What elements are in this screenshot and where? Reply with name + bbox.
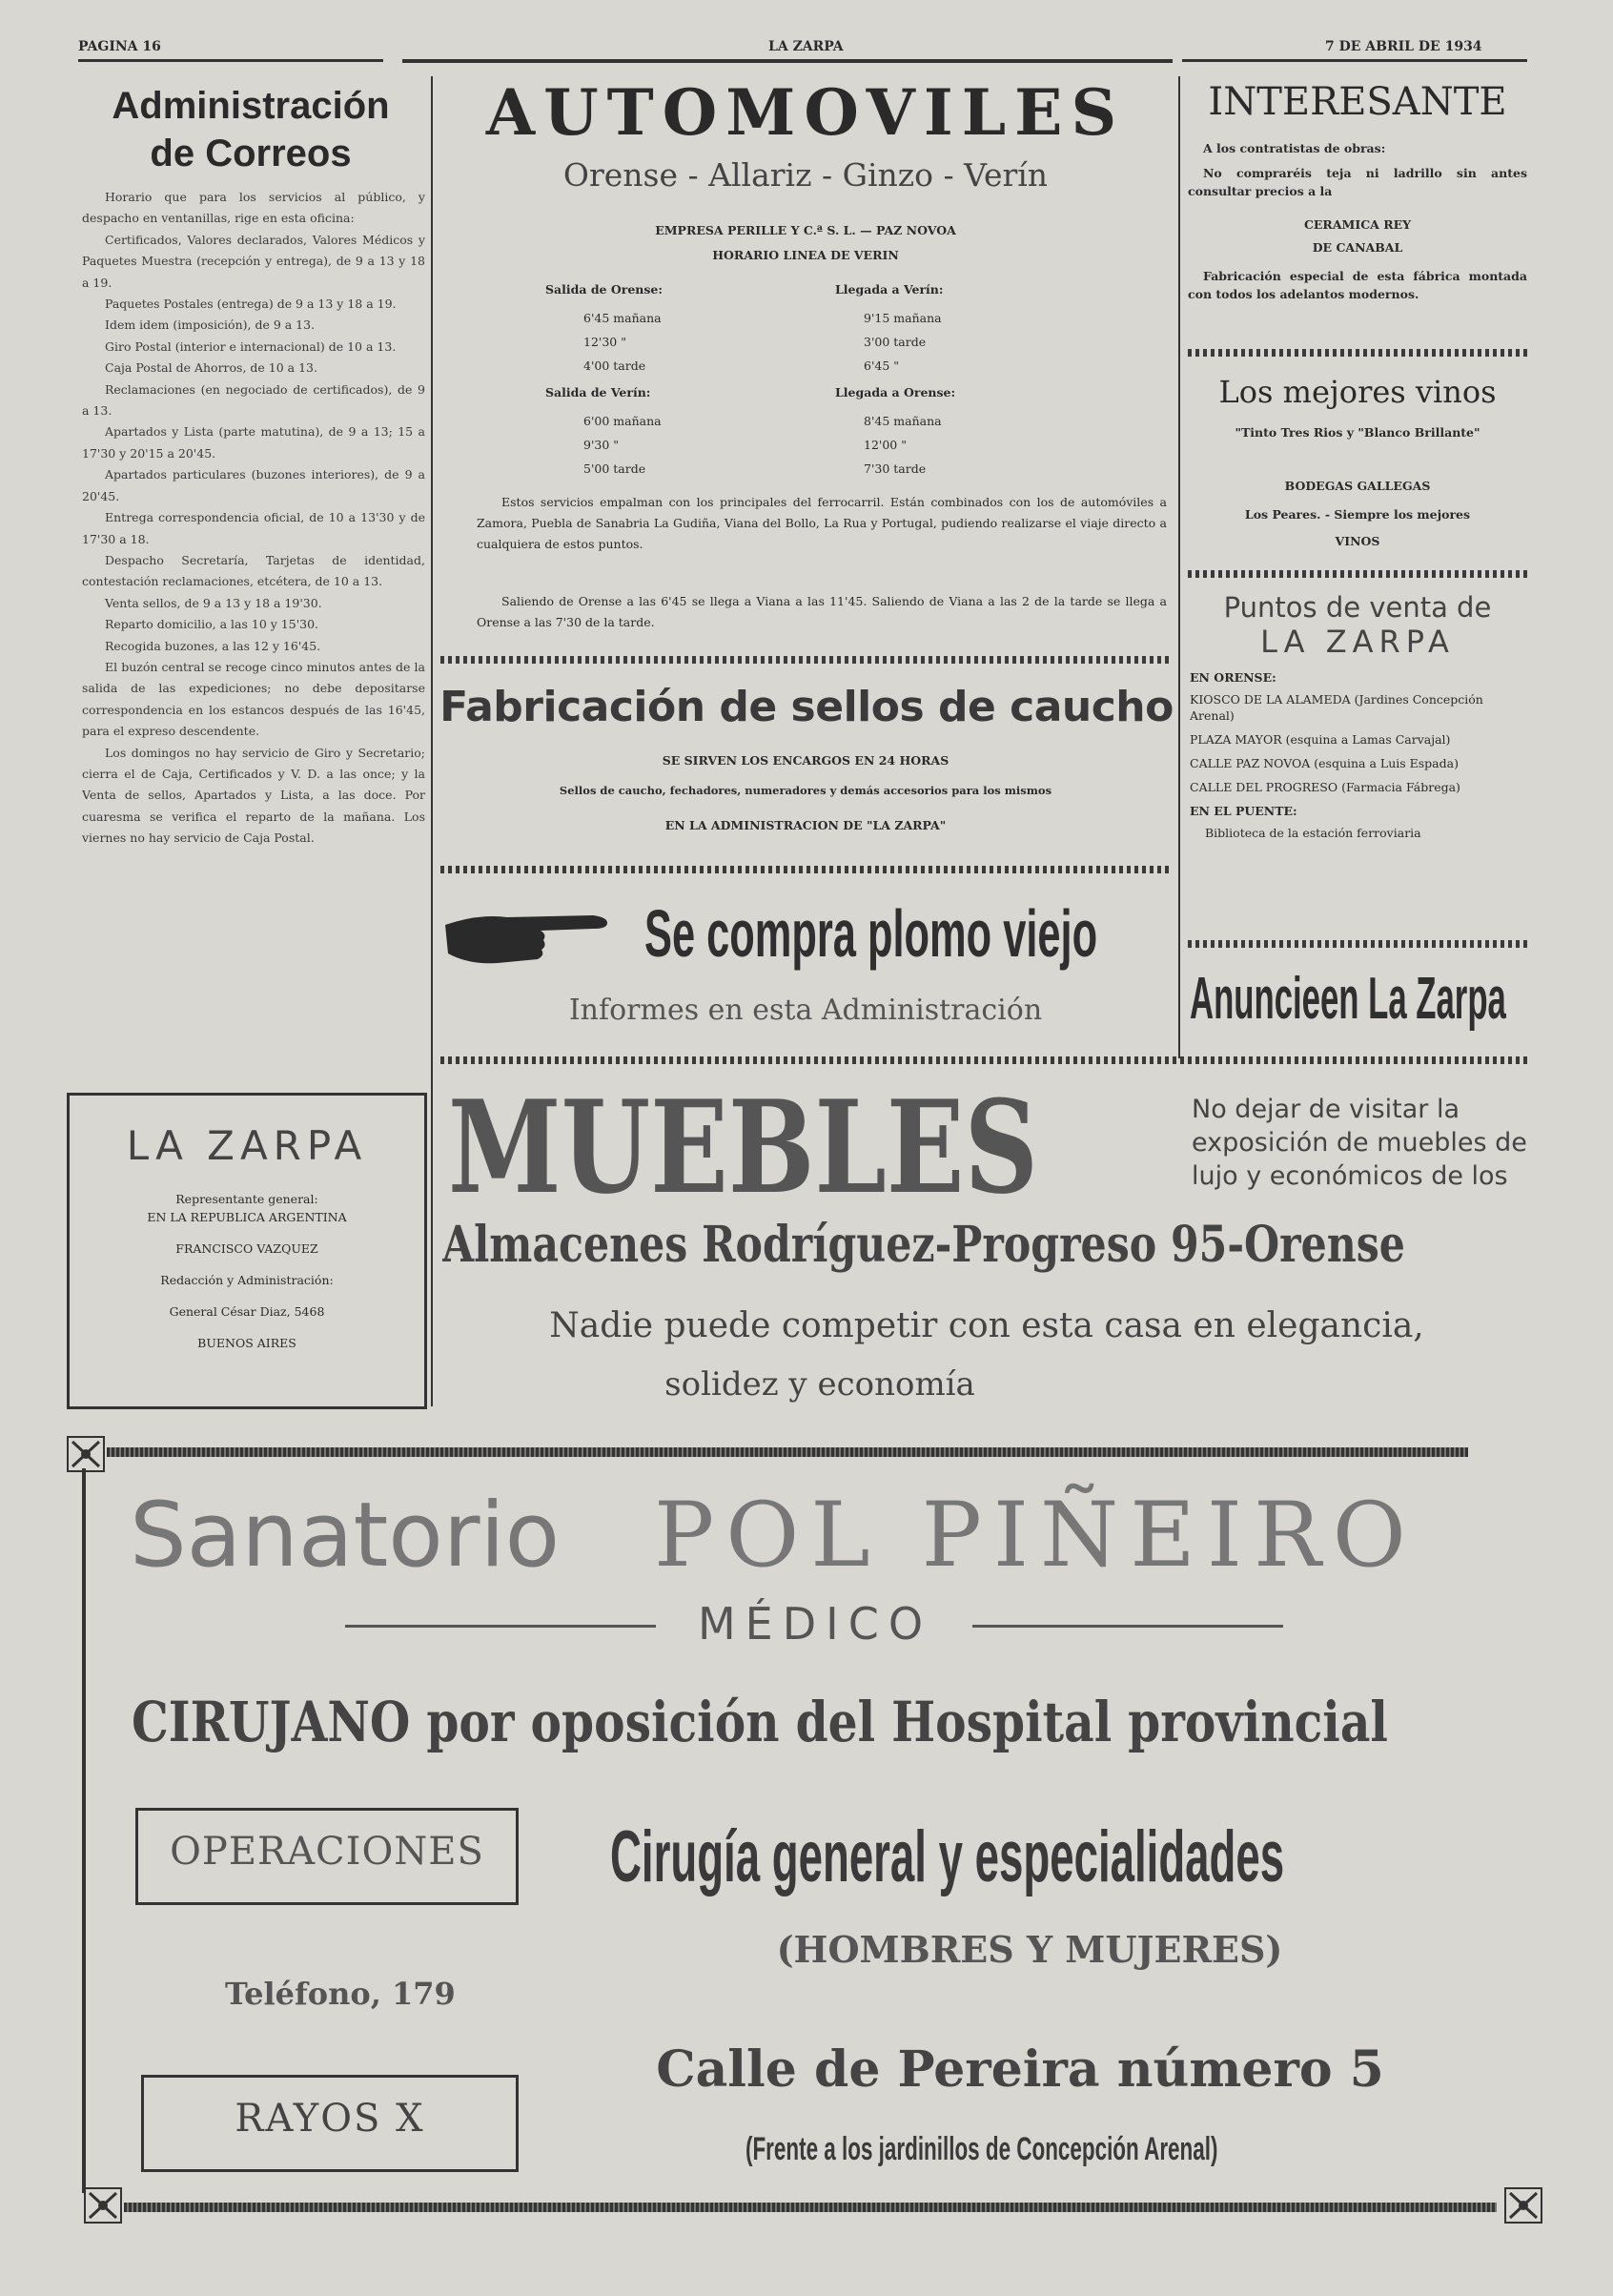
horario-row: 6'00 mañana (583, 414, 662, 428)
lazarpa-box-title: LA ZARPA (126, 1122, 368, 1169)
sanatorio-calle: Calle de Pereira número 5 (656, 2040, 1384, 2099)
puntos-item: CALLE PAZ NOVOA (esquina a Luis Espada) (1190, 756, 1459, 770)
sellos-title: Fabricación de sellos de caucho (439, 683, 1174, 731)
issue-date: 7 DE ABRIL DE 1934 (1325, 39, 1482, 54)
correos-paragraph: Los domingos no hay servicio de Giro y Secretario; cierra el de Caja, Certificados y V. D. a las once; y la Venta de sellos, Apartados y Lista, a las doce. Por cuaresma se verifica el reparto de la mañana. Los viernes no hay servicio de Caja Postal. (82, 745, 425, 846)
frame-bottom-border (124, 2203, 1497, 2212)
puntos-title1: Puntos de venta de (1223, 591, 1492, 624)
dotted-rule (440, 866, 1171, 873)
horario-row: 7'30 tarde (864, 461, 927, 476)
muebles-title-wrap (448, 1076, 1192, 1219)
horario-row: 4'00 tarde (583, 359, 646, 373)
automoviles-title: AUTOMOVILES (485, 75, 1126, 150)
correos-paragraph: Apartados y Lista (parte matutina), de 9 a 13; 15 a 17'30 y 20'15 a 20'45. (82, 424, 425, 461)
vinos-l3: Los Peares. - Siempre los mejores (1244, 507, 1471, 522)
horario-row: 3'00 tarde (864, 335, 927, 349)
puntos-item: Biblioteca de la estación ferroviaria (1205, 826, 1421, 840)
correos-paragraph: Despacho Secretaría, Tarjetas de identidad, contestación reclamaciones, etcétera, de 10 a 13. (82, 552, 425, 589)
correos-paragraph: El buzón central se recoge cinco minutos antes de la salida de las expediciones; no debe depositarse correspondencia en los estancos después de las 16'45, para el expreso descendente. (82, 659, 425, 739)
vinos-l2: BODEGAS GALLEGAS (1284, 479, 1431, 493)
horario-row: 6'45 " (864, 359, 900, 373)
lazarpa-box-l3: FRANCISCO VAZQUEZ (175, 1241, 318, 1256)
horario-row: 9'15 mañana (864, 311, 942, 325)
lazarpa-box-l4: Redacción y Administración: (160, 1273, 334, 1287)
horario-col2-h2: Llegada a Orense: (835, 385, 956, 400)
sanatorio-cirujano: CIRUJANO por oposición del Hospital provincial (132, 1690, 1388, 1754)
cirujano-wrap (132, 1688, 1533, 1756)
automoviles-horario: HORARIO LINEA DE VERIN (712, 248, 899, 262)
plomo-title: Se compra plomo viejo (644, 896, 1098, 971)
vinos-title: Los mejores vinos (1218, 374, 1497, 410)
sanatorio-rayos: RAYOS X (235, 2097, 425, 2141)
automoviles-note2: Saliendo de Orense a las 6'45 se llega a Viana a las 11'45. Saliendo de Viana a las 2 de la tarde se llega a Orense a las 7'30 de la tarde. (477, 594, 1167, 629)
frame-left-border (82, 1468, 86, 2193)
puntos-item: KIOSCO DE LA ALAMEDA (Jardines Concepción Arenal) (1190, 692, 1483, 723)
sanatorio-frente: (Frente a los jardinillos de Concepción Arenal) (745, 2131, 1218, 2167)
correos-paragraph: Reparto domicilio, a las 10 y 15'30. (105, 617, 319, 632)
plomo-title-wrap (644, 891, 1178, 976)
correos-paragraph: Venta sellos, de 9 a 13 y 18 a 19'30. (105, 595, 322, 610)
frente-wrap (745, 2128, 1413, 2170)
horario-row: 9'30 " (583, 438, 620, 452)
corner-ornament-icon (1504, 2187, 1542, 2224)
corner-ornament-icon (67, 1436, 105, 1472)
automoviles-note1: Estos servicios empalman con los principales del ferrocarril. Están combinados con los de automóviles a Zamora, Puebla de Sanabria La Gudiña, Viana del Bollo, La Rua y Portugal, pudiendo realizarse el viaje directo a cualquiera de estos puntos. (477, 495, 1167, 551)
horario-row: 6'45 mañana (583, 311, 662, 325)
correos-paragraph: Recogida buzones, a las 12 y 16'45. (105, 638, 321, 653)
interesante-l1: A los contratistas de obras: (1203, 141, 1386, 155)
muebles-line-wrap (442, 1213, 1548, 1280)
header-rule-left (78, 59, 383, 62)
corner-ornament-icon (84, 2187, 122, 2224)
correos-paragraph: Giro Postal (interior e internacional) de 10 a 13. (105, 338, 397, 354)
correos-paragraph: Idem idem (imposición), de 9 a 13. (105, 318, 316, 333)
dotted-rule (440, 1056, 1527, 1064)
sanatorio-operaciones: OPERACIONES (170, 1830, 484, 1874)
vinos-l1: "Tinto Tres Rios y "Blanco Brillante" (1235, 425, 1480, 440)
interesante-l2: No compraréis teja ni ladrillo sin antes consultar precios a la (1188, 166, 1527, 198)
page-number: PAGINA 16 (78, 39, 161, 54)
sellos-l1: SE SIRVEN LOS ENCARGOS EN 24 HORAS (662, 753, 949, 768)
operaciones-box (135, 1808, 519, 1905)
horario-row: 12'00 " (864, 438, 907, 452)
anuncie-text: Anuncieen La Zarpa (1190, 966, 1506, 1032)
lazarpa-box (67, 1093, 427, 1409)
sellos-l2: Sellos de caucho, fechadores, numeradores y demás accesorios para los mismos (559, 784, 1052, 797)
sanatorio-title1: Sanatorio (130, 1484, 561, 1588)
header-rule-center (402, 59, 1173, 63)
dotted-rule (440, 656, 1171, 664)
puntos-list (1190, 669, 1525, 841)
sanatorio-medico: MÉDICO (697, 1598, 933, 1650)
horario-row: 8'45 mañana (864, 414, 942, 428)
interesante-title: INTERESANTE (1208, 80, 1507, 124)
plomo-sub: Informes en esta Administración (568, 994, 1043, 1027)
pointing-hand-icon (440, 896, 631, 973)
interesante-l3: CERAMICA REY (1303, 217, 1412, 232)
medico-rule-left (345, 1625, 656, 1628)
correos-paragraph: Reclamaciones (en negociado de certificados), de 9 a 13. (82, 381, 425, 419)
muebles-line: Almacenes Rodríguez-Progreso 95-Orense (442, 1216, 1405, 1274)
horario-col2-h1: Llegada a Verín: (835, 282, 944, 297)
puntos-item: PLAZA MAYOR (esquina a Lamas Carvajal) (1190, 732, 1451, 747)
correos-paragraph: Paquetes Postales (entrega) de 9 a 13 y 18 a 19. (105, 297, 397, 312)
header-rule-right (1182, 59, 1527, 62)
sanatorio-telefono: Teléfono, 179 (225, 1976, 456, 2012)
lazarpa-box-l1: Representante general: (175, 1192, 318, 1206)
puntos-item: EN ORENSE: (1190, 670, 1276, 685)
sanatorio-hm: (HOMBRES Y MUJERES) (776, 1928, 1283, 1971)
sanatorio-cirugia: Cirugía general y especialidades (610, 1816, 1285, 1897)
dotted-rule (1188, 349, 1527, 357)
correos-schedule (82, 187, 425, 850)
lazarpa-box-l6: BUENOS AIRES (197, 1336, 296, 1350)
frame-top-border (107, 1447, 1468, 1457)
masthead-title: LA ZARPA (768, 39, 844, 54)
correos-title-line1: Administración (112, 85, 390, 127)
anuncie-wrap (1190, 963, 1552, 1039)
automoviles-route: Orense - Allariz - Ginzo - Verín (562, 156, 1049, 194)
muebles-title: MUEBLES (448, 1076, 1038, 1219)
correos-paragraph: Caja Postal de Ahorros, de 10 a 13. (105, 360, 317, 376)
sellos-l3: EN LA ADMINISTRACION DE "LA ZARPA" (664, 818, 947, 832)
interesante-l4: DE CANABAL (1312, 240, 1403, 255)
vinos-l4: VINOS (1335, 534, 1380, 548)
muebles-side: No dejar de visitar la exposición de muebles de lujo y económicos de los (1192, 1095, 1527, 1191)
sanatorio-title2: POL PIÑEIRO (654, 1484, 1418, 1588)
column-divider-right (1178, 76, 1180, 1058)
column-divider-left (431, 76, 433, 1406)
puntos-title2: LA ZARPA (1260, 624, 1455, 660)
horario-col1-h2: Salida de Verín: (545, 385, 651, 400)
correos-paragraph: Horario que para los servicios al público, y despacho en ventanillas, rige en esta oficina: (82, 190, 425, 226)
horario-col-orense (545, 280, 774, 481)
medico-rule-right (972, 1625, 1283, 1628)
dotted-rule (1188, 570, 1527, 578)
horario-col1-h1: Salida de Orense: (545, 282, 663, 297)
lazarpa-box-l2: EN LA REPUBLICA ARGENTINA (147, 1210, 347, 1224)
horario-row: 5'00 tarde (583, 461, 646, 476)
cirugia-wrap (610, 1810, 1525, 1905)
dotted-rule (1188, 940, 1527, 948)
correos-title (78, 82, 423, 177)
rayos-box (141, 2075, 519, 2172)
automoviles-company: EMPRESA PERILLE Y C.ª S. L. — PAZ NOVOA (655, 223, 956, 237)
correos-paragraph: Entrega correspondencia oficial, de 10 a 13'30 y de 17'30 a 18. (82, 510, 425, 546)
interesante-l5: Fabricación especial de esta fábrica montada con todos los adelantos modernos. (1188, 269, 1527, 301)
horario-col-verin (835, 280, 1064, 481)
puntos-item: CALLE DEL PROGRESO (Farmacia Fábrega) (1190, 780, 1460, 794)
muebles-slogan2: solidez y economía (664, 1365, 975, 1404)
puntos-item: EN EL PUENTE: (1190, 804, 1297, 818)
muebles-slogan1: Nadie puede competir con esta casa en elegancia, (549, 1306, 1424, 1345)
lazarpa-box-l5: General César Diaz, 5468 (169, 1304, 325, 1319)
horario-row: 12'30 " (583, 335, 626, 349)
correos-paragraph: Certificados, Valores declarados, Valores Médicos y Paquetes Muestra (recepción y entrega), de 9 a 13 y 18 a 19. (82, 232, 425, 290)
correos-title-line2: de Correos (150, 133, 352, 174)
correos-paragraph: Apartados particulares (buzones interiores), de 9 a 20'45. (82, 467, 425, 503)
